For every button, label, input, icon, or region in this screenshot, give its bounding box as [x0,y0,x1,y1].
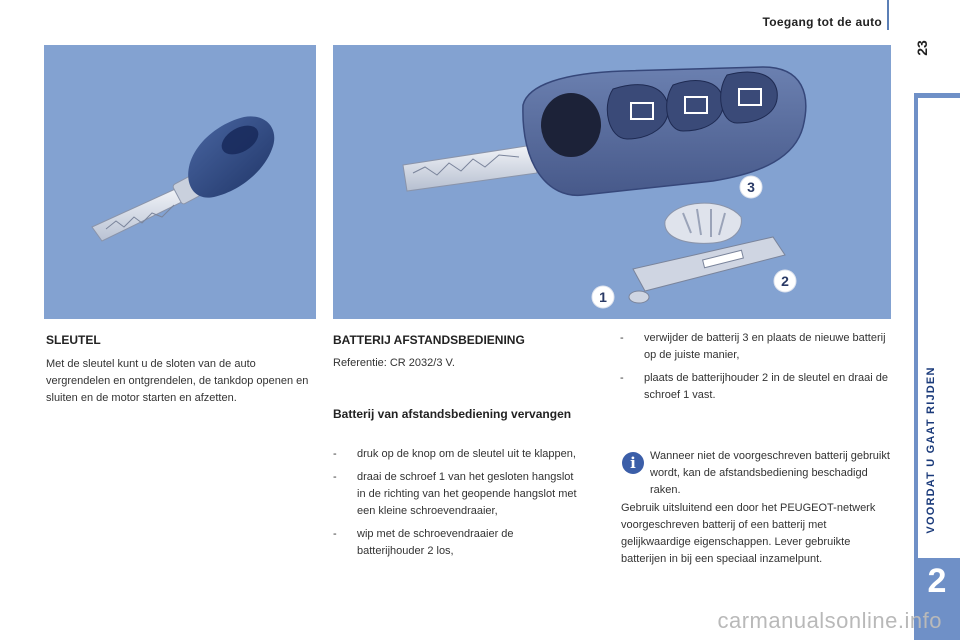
callout-3: 3 [747,179,755,195]
step-text: wip met de schroevendraaier de batterijhouder 2 los, [357,528,514,557]
info-advice-text: Gebruik uitsluitend een door het PEUGEOT-netwerk voorgeschreven batterij of een batterij met gelijkwaardige eigenschappen. Lever gebruikte batterijen in bij een speciaal inzamelpunt. [621,502,876,565]
battery-steps-list-a [333,446,581,566]
page-number: 23 [914,40,930,56]
battery-section-title: BATTERIJ AFSTANDSBEDIENING [333,333,525,347]
step-text: draai de schroef 1 van het gesloten hangslot in de richting van het geopende hangslot met een kleine schroevendraaier, [357,471,577,517]
key-section-text: Met de sleutel kunt u de sloten van de auto vergrendelen en ontgrendelen, de tankdop openen en sluiten en de motor starten en afzetten. [46,358,309,404]
step-item: - wip met de schroevendraaier de batterijhouder 2 los, [333,528,514,557]
callout-1: 1 [599,289,607,305]
chapter-tab-label: VOORDAT U GAAT RIJDEN [925,366,937,534]
step-item: - verwijder de batterij 3 en plaats de nieuwe batterij op de juiste manier, [620,332,886,361]
step-item: - draai de schroef 1 van het gesloten hangslot in de richting van het geopende hangslot met een kleine schroevendraaier, [333,471,577,517]
step-item: - plaats de batterijhouder 2 in de sleutel en draai de schroef 1 vast. [620,372,889,401]
battery-steps-list-b [620,330,892,410]
step-text: druk op de knop om de sleutel uit te klappen, [357,448,576,460]
remote-battery-illustration [333,45,891,319]
battery-subtitle: Batterij van afstandsbediening vervangen [333,407,572,421]
page-header-title: Toegang tot de auto [762,15,882,29]
info-warning-text: Wanneer niet de voorgeschreven batterij gebruikt wordt, kan de afstandsbediening beschadigd raken. [650,450,890,496]
chapter-number: 2 [927,562,947,600]
step-item: - druk op de knop om de sleutel uit te klappen, [333,448,576,460]
key-section-title: SLEUTEL [46,333,101,347]
key-drawing [44,45,316,319]
step-text: plaats de batterijhouder 2 in de sleutel en draai de schroef 1 vast. [644,372,889,401]
remote-drawing [333,45,891,319]
step-text: verwijder de batterij 3 en plaats de nieuwe batterij op de juiste manier, [644,332,886,361]
watermark: carmanualsonline.info [717,608,942,633]
callout-2: 2 [781,273,789,289]
key-illustration [44,45,316,319]
info-icon: i [622,452,644,474]
battery-reference: Referentie: CR 2032/3 V. [333,357,455,369]
header-divider [887,0,889,30]
